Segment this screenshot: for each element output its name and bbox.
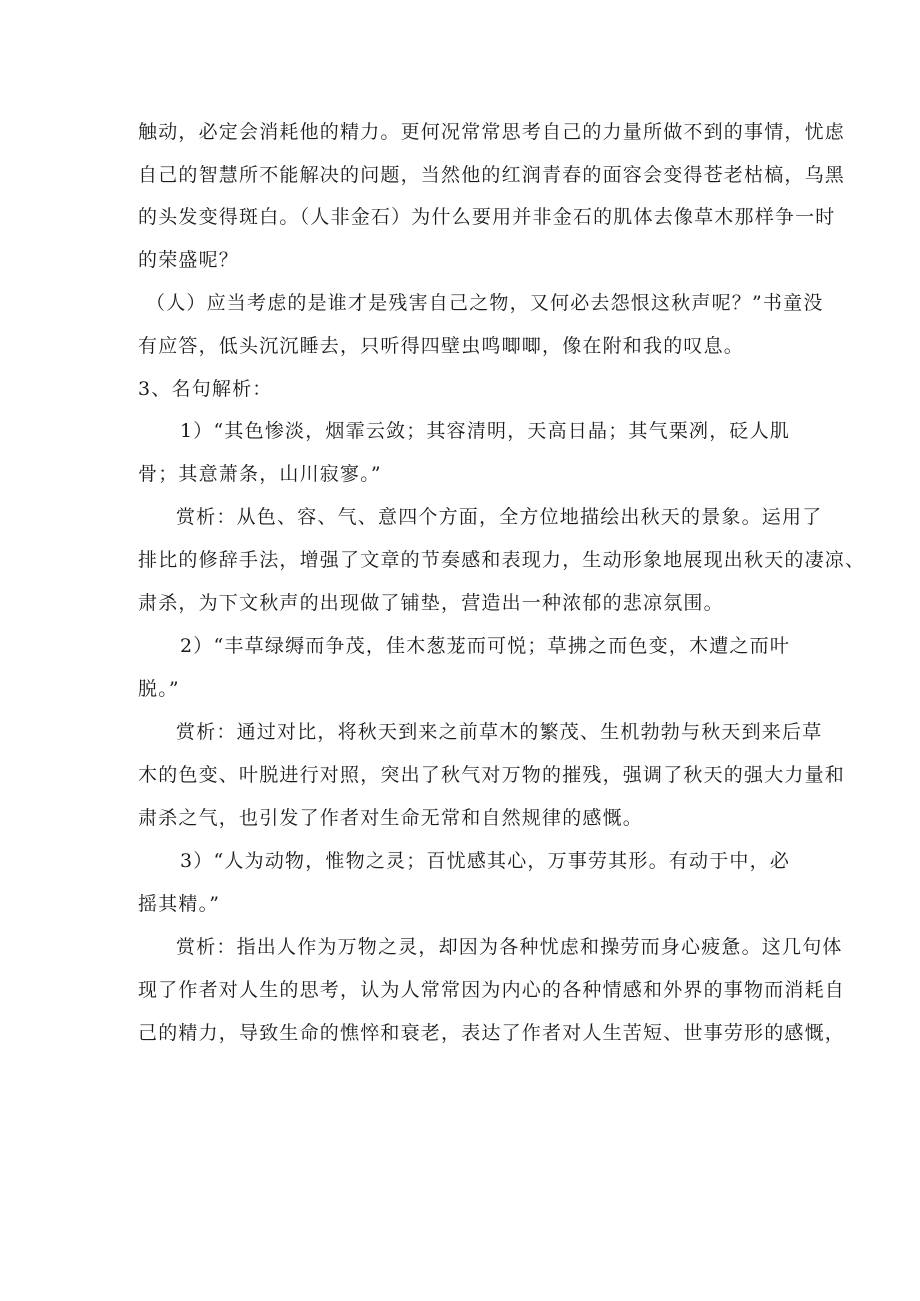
paragraph-line: 的头发变得斑白。（人非金石）为什么要用并非金石的肌体去像草木那样争一时: [138, 206, 836, 228]
paragraph-line: 有应答，低头沉沉睡去，只听得四壁虫鸣唧唧，像在附和我的叹息。: [138, 335, 745, 357]
paragraph-line: 自己的智慧所不能解决的问题，当然他的红润青春的面容会变得苍老枯槁，乌黑: [138, 164, 846, 186]
analysis-2-line: 赏析：通过对比，将秋天到来之前草木的繁茂、生机勃勃与秋天到来后草: [176, 721, 823, 743]
quote-3-line: [180, 846, 791, 876]
quote-text: “人为动物，惟物之灵；百忧感其心，万事劳其形。有动于中，必: [213, 850, 791, 872]
analysis-1-line: 排比的修辞手法，增强了文章的节奏感和表现力，生动形象地展现出秋天的凄凉、: [138, 549, 866, 571]
quote-text: “丰草绿缛而争茂，佳木葱茏而可悦；草拂之而色变，木遭之而叶: [213, 635, 791, 657]
paragraph-line: 的荣盛呢？: [138, 249, 240, 271]
quote-text: “其色惨淡，烟霏云敛；其容清明，天高日晶；其气栗冽，砭人肌: [213, 420, 791, 442]
analysis-1-line: 肃杀，为下文秋声的出现做了铺垫，营造出一种浓郁的悲凉氛围。: [138, 592, 724, 614]
section-heading: 3、名句解析：: [138, 378, 273, 400]
quote-1-line: [180, 416, 791, 446]
paragraph-line: 触动，必定会消耗他的精力。更何况常常思考自己的力量所做不到的事情，忧虑: [138, 121, 846, 143]
quote-number: 2）: [180, 635, 214, 657]
quote-3-continuation: 摇其精。”: [138, 893, 221, 915]
analysis-2-line: 木的色变、叶脱进行对照，突出了秋气对万物的摧残，强调了秋天的强大力量和: [138, 764, 846, 786]
analysis-3-line: 己的精力，导致生命的憔悴和衰老，表达了作者对人生苦短、世事劳形的感慨，: [138, 1022, 846, 1044]
quote-1-continuation: 骨；其意萧条，山川寂寥。”: [138, 463, 382, 485]
analysis-1-line: 赏析：从色、容、气、意四个方面，全方位地描绘出秋天的景象。运用了: [176, 506, 823, 528]
analysis-2-line: 肃杀之气，也引发了作者对生命无常和自然规律的感慨。: [138, 807, 644, 829]
quote-number: 3）: [180, 850, 214, 872]
analysis-3-line: 现了作者对人生的思考，认为人常常因为内心的各种情感和外界的事物而消耗自: [138, 979, 846, 1001]
quote-2-continuation: 脱。”: [138, 678, 180, 700]
quote-number: 1）: [180, 420, 214, 442]
quote-2-line: [180, 631, 791, 661]
paragraph-line: （人）应当考虑的是谁才是残害自己之物，又何必去怨恨这秋声呢？”书童没: [146, 292, 824, 314]
analysis-3-line: 赏析：指出人作为万物之灵，却因为各种忧虑和操劳而身心疲惫。这几句体: [176, 936, 843, 958]
